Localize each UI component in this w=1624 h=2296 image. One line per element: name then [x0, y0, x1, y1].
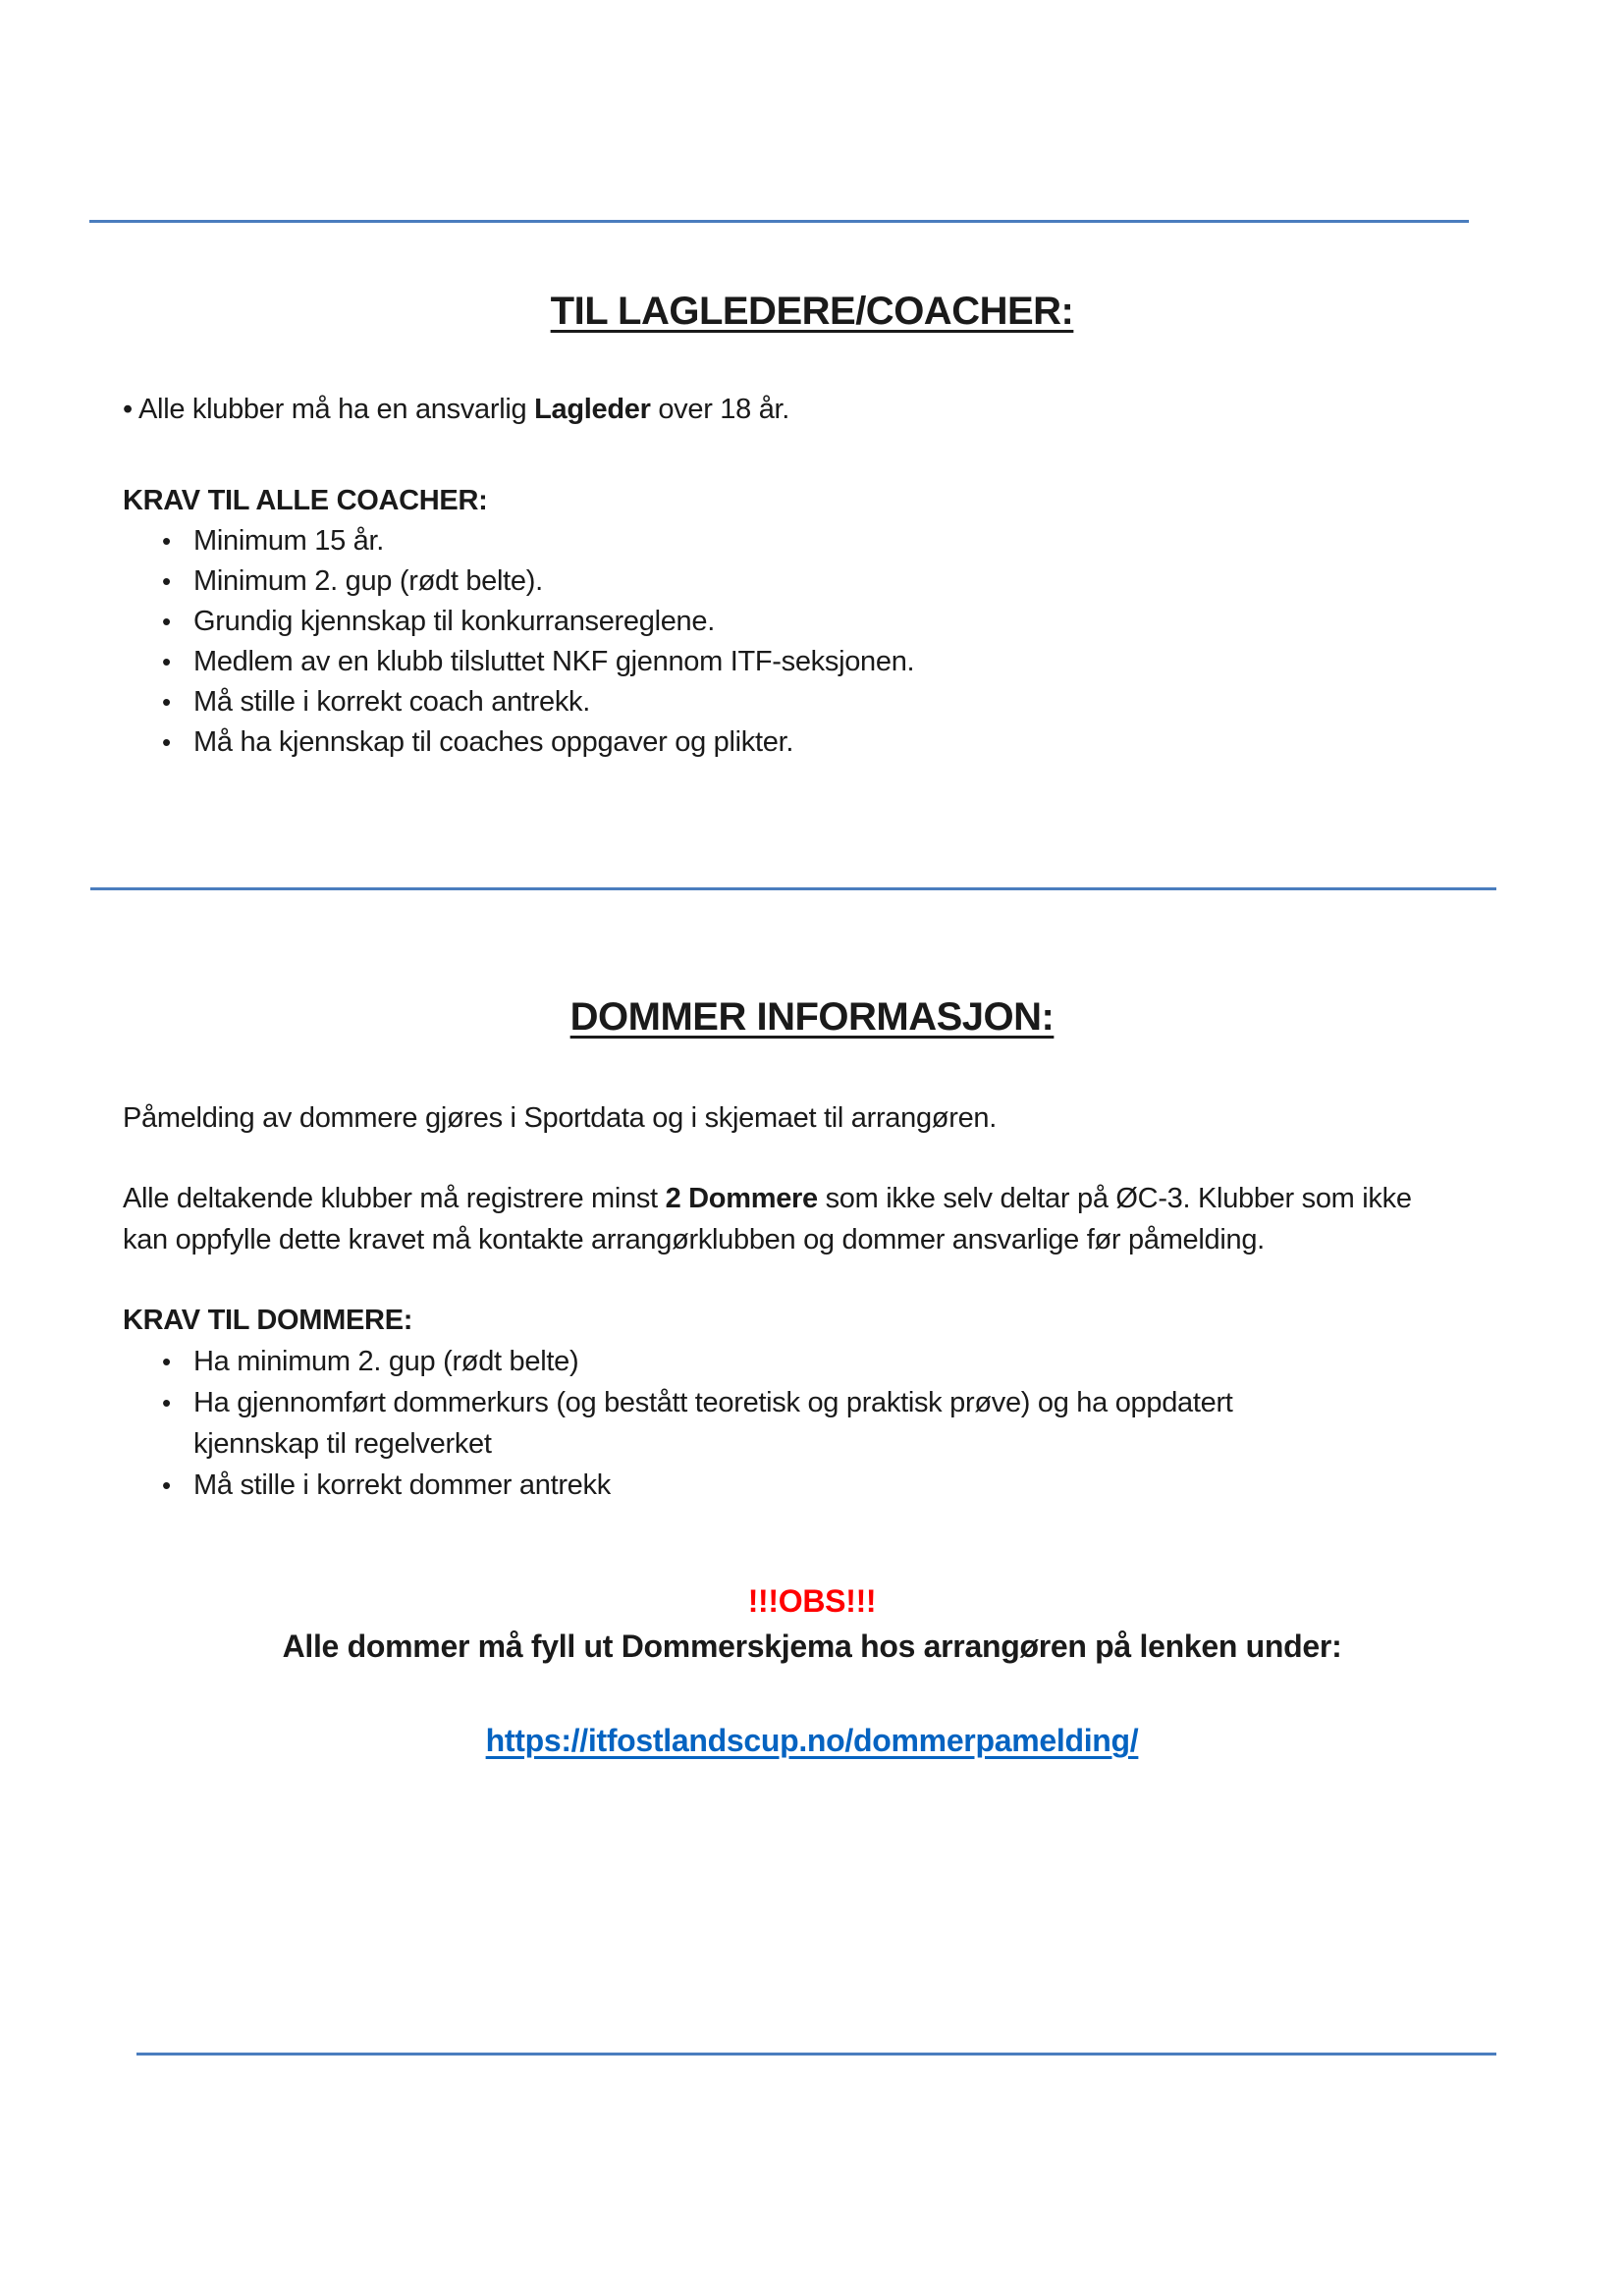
- coaches-section-title: TIL LAGLEDERE/COACHER:: [550, 290, 1074, 333]
- coach-requirement-text: Minimum 2. gup (rødt belte).: [193, 565, 543, 597]
- referee-signup-link-row: [0, 1720, 1624, 1761]
- coach-requirement-text: Grundig kjennskap til konkurransereglene.: [193, 606, 715, 637]
- top-divider-line: [89, 220, 1469, 223]
- referee-requirement-item: [162, 1382, 1233, 1465]
- lagleder-paragraph-pre: • Alle klubber må ha en ansvarlig: [123, 394, 535, 425]
- bullet-icon: •: [162, 526, 171, 556]
- coach-requirement-item: [162, 722, 914, 763]
- bullet-icon: •: [162, 1470, 171, 1500]
- coach-requirement-text: Minimum 15 år.: [193, 525, 385, 557]
- coach-requirement-text: Medlem av en klubb tilsluttet NKF gjennom ITF-seksjonen.: [193, 646, 915, 677]
- referee-requirements-heading: KRAV TIL DOMMERE:: [123, 1305, 413, 1336]
- register-paragraph-bold: 2 Dommere: [665, 1183, 818, 1214]
- coach-requirement-item: [162, 521, 914, 561]
- referee-form-instruction: Alle dommer må fyll ut Dommerskjema hos arrangøren på lenken under:: [282, 1629, 1342, 1664]
- coach-requirement-item: [162, 561, 914, 602]
- referees-section-title: DOMMER INFORMASJON:: [569, 995, 1055, 1039]
- referee-register-paragraph: [123, 1178, 1429, 1260]
- bullet-icon: •: [162, 727, 171, 757]
- coach-requirement-text: Må ha kjennskap til coaches oppgaver og plikter.: [193, 726, 794, 758]
- bottom-divider-line: [136, 2053, 1496, 2056]
- referee-requirement-line2: kjennskap til regelverket: [193, 1428, 492, 1460]
- coach-requirements-list: [162, 521, 914, 763]
- referee-requirement-line1: Ha gjennomført dommerkurs (og bestått teoretisk og praktisk prøve) og ha oppdatert: [193, 1387, 1233, 1418]
- lagleder-paragraph-post: over 18 år.: [650, 394, 790, 425]
- referee-signup-paragraph: Påmelding av dommere gjøres i Sportdata og i skjemaet til arrangøren.: [123, 1102, 997, 1134]
- bullet-icon: •: [162, 566, 171, 596]
- referee-requirements-list: [162, 1341, 1233, 1506]
- referee-requirement-text: Må stille i korrekt dommer antrekk: [193, 1469, 611, 1501]
- bullet-icon: •: [162, 1388, 171, 1417]
- referee-signup-link[interactable]: https://itfostlandscup.no/dommerpamelding/: [485, 1723, 1139, 1758]
- referee-requirement-text: [193, 1382, 1233, 1465]
- referee-requirement-text: Ha minimum 2. gup (rødt belte): [193, 1346, 579, 1377]
- coach-requirement-item: [162, 642, 914, 682]
- coach-requirement-item: [162, 682, 914, 722]
- bullet-icon: •: [162, 1347, 171, 1376]
- obs-alert: !!!OBS!!!: [747, 1583, 877, 1619]
- middle-divider-line: [90, 887, 1496, 890]
- referee-requirement-item: [162, 1465, 1233, 1506]
- register-paragraph-post: som ikke selv deltar på ØC-3. Klubber som ikke kan oppfylle dette kravet må kontakte arrangørklubben og dommer ansvarlige før påmelding.: [123, 1183, 1412, 1255]
- coach-requirement-text: Må stille i korrekt coach antrekk.: [193, 686, 590, 718]
- coach-requirements-heading: KRAV TIL ALLE COACHER:: [123, 485, 488, 516]
- lagleder-paragraph-bold: Lagleder: [534, 394, 651, 425]
- bullet-icon: •: [162, 687, 171, 717]
- bullet-icon: •: [162, 607, 171, 636]
- referee-requirement-item: [162, 1341, 1233, 1382]
- coach-requirement-item: [162, 602, 914, 642]
- bullet-icon: •: [162, 647, 171, 676]
- lagleder-requirement-paragraph: [123, 389, 789, 430]
- register-paragraph-pre: Alle deltakende klubber må registrere minst: [123, 1183, 666, 1214]
